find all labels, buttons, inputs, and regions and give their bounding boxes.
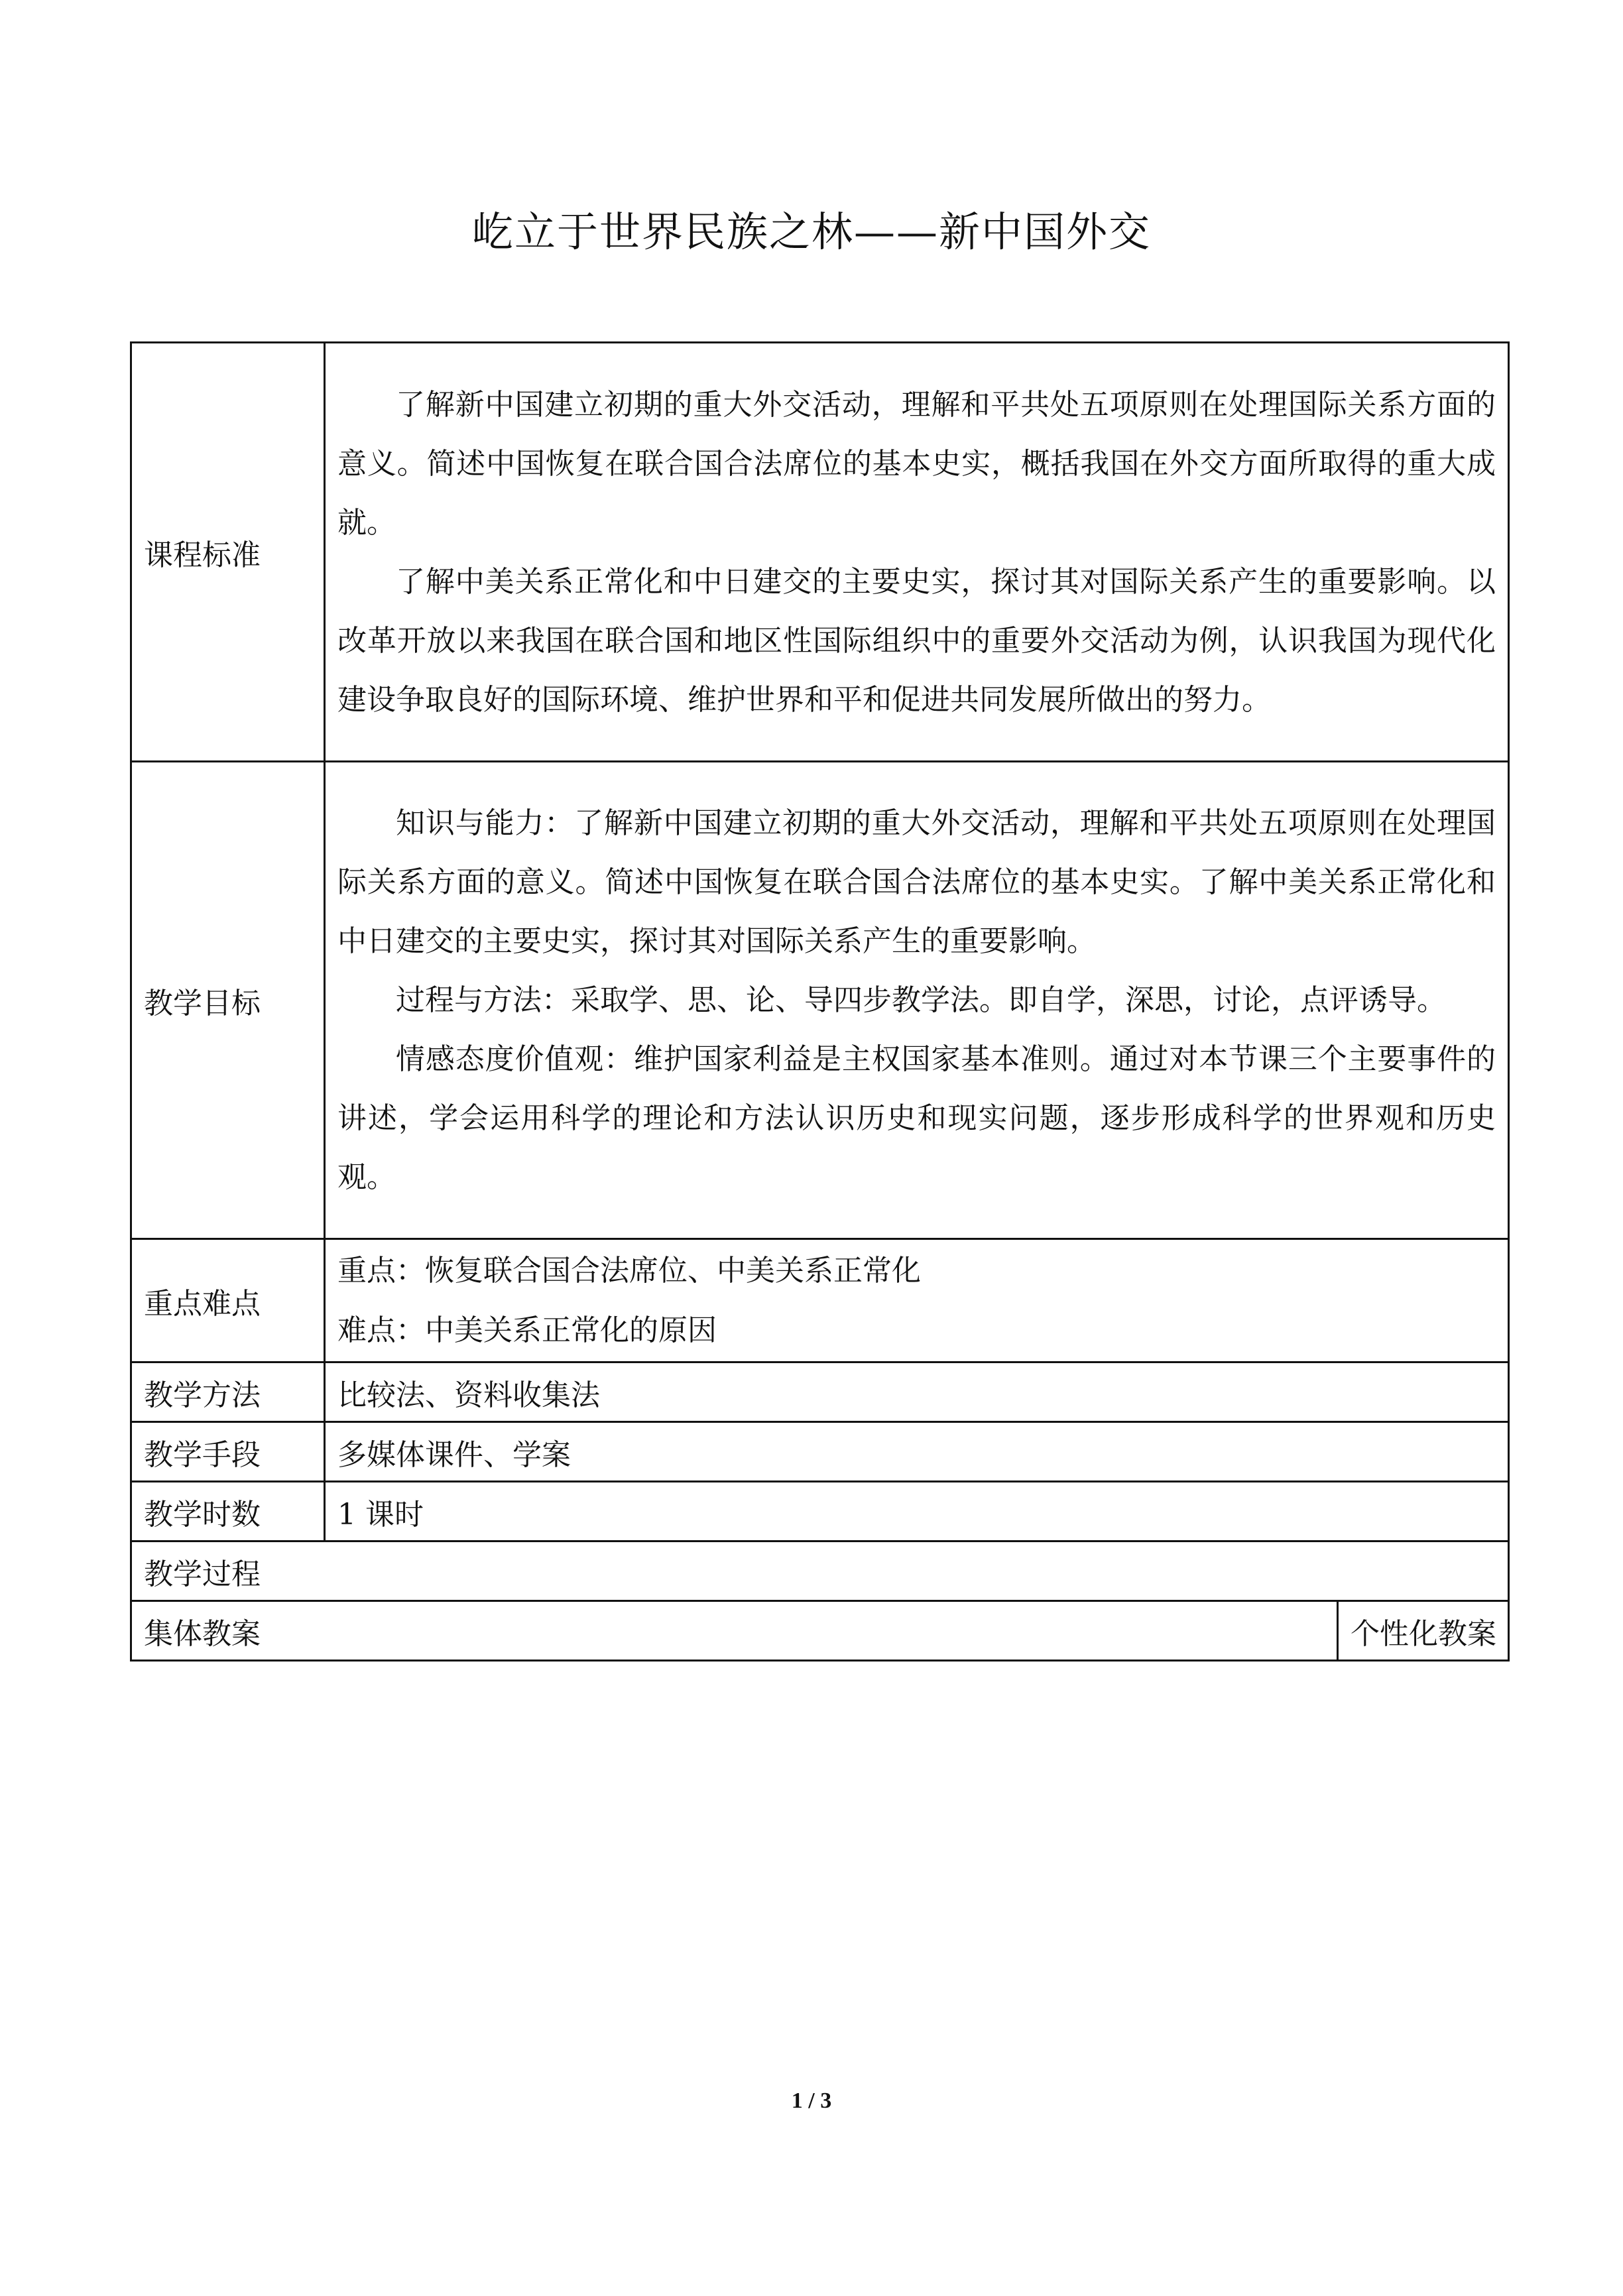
objective-process: 过程与方法：采取学、思、论、导四步教学法。即自学，深思，讨论，点评诱导。 [396, 983, 1446, 1017]
page-title: 屹立于世界民族之林——新中国外交 [471, 208, 1151, 256]
objective-knowledge: 知识与能力：了解新中国建立初期的重大外交活动，理解和平共处五项原则在处理国际关系方面的意义。简述中国恢复在联合国合法席位的基本史实。了解中美关系正常化和中日建交的主要史实，探讨其对国际关系产生的重要影响。 [337, 806, 1496, 958]
table-row-collective-plan [131, 1601, 1509, 1661]
row-label-key-points: 重点难点 [131, 1239, 325, 1362]
lesson-plan-table [130, 341, 1510, 1662]
table-row-teaching-objectives [131, 762, 1509, 1239]
teaching-hours-value: 1 课时 [325, 1482, 1509, 1541]
table-row-teaching-hours [131, 1482, 1509, 1541]
page-number: 1 / 3 [791, 2088, 832, 2113]
table-row-teaching-method [131, 1362, 1509, 1422]
key-point-line: 重点：恢复联合国合法席位、中美关系正常化 [337, 1253, 921, 1288]
teaching-means-value: 多媒体课件、学案 [325, 1422, 1509, 1482]
difficult-point-line: 难点：中美关系正常化的原因 [337, 1313, 717, 1347]
key-points-content [325, 1239, 1509, 1362]
curriculum-standard-paragraph: 了解新中国建立初期的重大外交活动，理解和平共处五项原则在处理国际关系方面的意义。简述中国恢复在联合国合法席位的基本史实，概括我国在外交方面所取得的重大成就。 [337, 387, 1496, 540]
row-label-collective-plan: 集体教案 [131, 1601, 1338, 1661]
row-label-teaching-method: 教学方法 [131, 1362, 325, 1422]
row-label-teaching-means: 教学手段 [131, 1422, 325, 1482]
row-label-teaching-process: 教学过程 [131, 1541, 1509, 1601]
row-label-teaching-hours: 教学时数 [131, 1482, 325, 1541]
table-row-teaching-means [131, 1422, 1509, 1482]
objective-values: 情感态度价值观：维护国家利益是主权国家基本准则。通过对本节课三个主要事件的讲述，学会运用科学的理论和方法认识历史和现实问题，逐步形成科学的世界观和历史观。 [337, 1042, 1496, 1194]
row-label-curriculum-standard: 课程标准 [131, 343, 325, 762]
row-label-personal-plan: 个性化教案 [1338, 1601, 1509, 1661]
table-row-key-points [131, 1239, 1509, 1362]
teaching-objectives-content [325, 762, 1509, 1239]
curriculum-standard-paragraph: 了解中美关系正常化和中日建交的主要史实，探讨其对国际关系产生的重要影响。以改革开放以来我国在联合国和地区性国际组织中的重要外交活动为例，认识我国为现代化建设争取良好的国际环境、维护世界和平和促进共同发展所做出的努力。 [337, 564, 1496, 717]
row-label-teaching-objectives: 教学目标 [131, 762, 325, 1239]
curriculum-standard-content [325, 343, 1509, 762]
table-row-curriculum-standard [131, 343, 1509, 762]
teaching-method-value: 比较法、资料收集法 [325, 1362, 1509, 1422]
table-row-teaching-process [131, 1541, 1509, 1601]
